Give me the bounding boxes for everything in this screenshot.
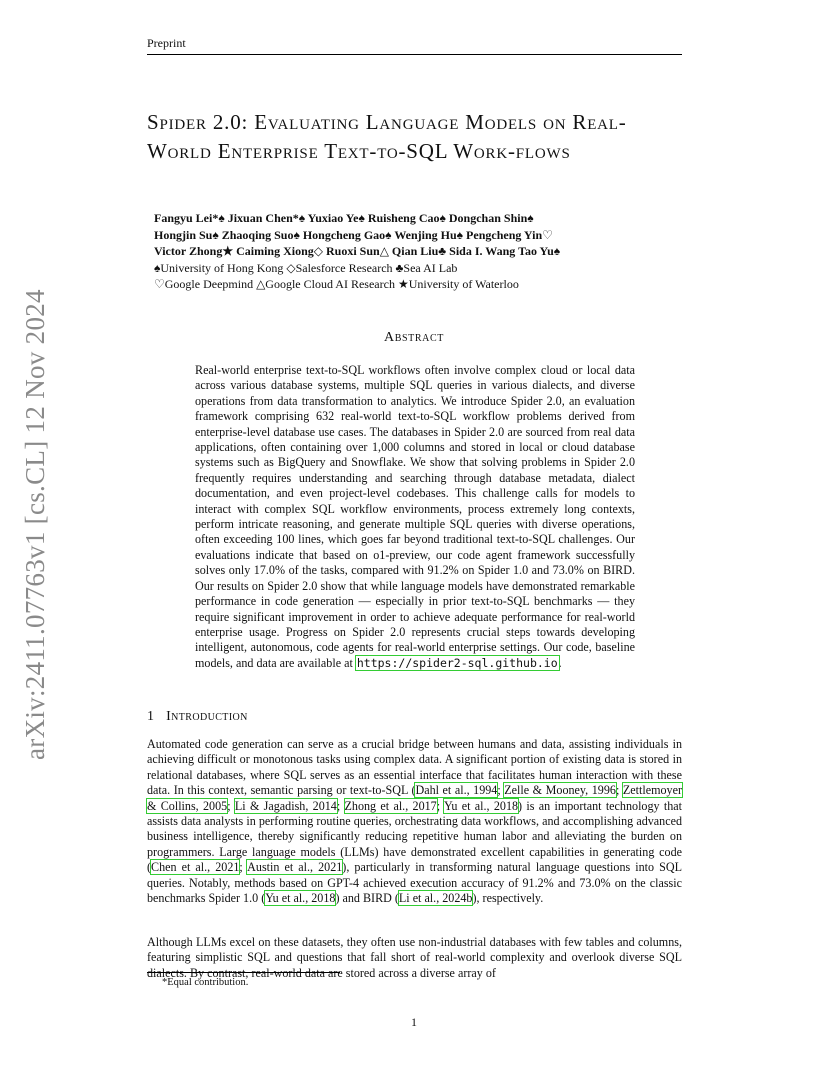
intro-text: ), particularly in transforming natural language questions into SQL queries. Notably, methods based on GPT-4 achieved execution accuracy of 91.2% and 73.0% on the classic benchmarks Spider 1.0 ( xyxy=(147,860,682,906)
arxiv-identifier: arXiv:2411.07763v1 [cs.CL] 12 Nov 2024 xyxy=(20,289,50,760)
citation-link[interactable]: Li & Jagadish, 2014 xyxy=(234,798,337,813)
footnote: *Equal contribution. xyxy=(162,977,249,988)
section-title: Introduction xyxy=(166,709,248,724)
abstract-heading: Abstract xyxy=(384,330,444,345)
intro-text: ), respectively. xyxy=(472,891,544,906)
citation-link[interactable]: Yu et al., 2018 xyxy=(265,891,336,906)
author-block xyxy=(154,210,694,293)
citation-link[interactable]: Yu et al., 2018 xyxy=(443,798,519,813)
intro-text: Automated code generation can serve as a crucial bridge between humans and data, assisting individuals in achieving difficult or monotonous tasks using complex data. A significant portion of existing data is stored in relational databases, where SQL serves as an essential interface that facilitates human interaction with these data. In this context, semantic parsing or text-to-SQL ( xyxy=(147,737,682,798)
abstract-text: Real-world enterprise text-to-SQL workflows often involve complex cloud or local data across various database systems, multiple SQL queries in various dialects, and diverse operations from data transformation to analytics. We introduce Spider 2.0, an evaluation framework comprising 632 real-world text-to-SQL workflow problems derived from enterprise-level database use cases. The databases in Spider 2.0 are sourced from real data applications, often containing over 1,000 columns and stored in local or cloud database systems such as BigQuery and Snowflake. We show that solving problems in Spider 2.0 frequently requires understanding and searching through database metadata, dialect documentation, and even project-level codebases. This challenge calls for models to interact with complex SQL workflow environments, process extremely long contexts, perform intricate reasoning, and generate multiple SQL queries with diverse operations, often exceeding 100 lines, which goes far beyond traditional text-to-SQL challenges. Our evaluations indicate that based on o1-preview, our code agent framework successfully solves only 17.0% of the tasks, compared with 91.2% on Spider 1.0 and 73.0% on BIRD. Our results on Spider 2.0 show that while language models have demonstrated remarkable performance in code generation — especially in prior text-to-SQL benchmarks — they require significant improvement in order to achieve adequate performance for real-world enterprise usage. Progress on Spider 2.0 represents crucial steps towards developing intelligent, autonomous, code agents for real-world enterprise settings. Our code, baseline models, and data are available at xyxy=(195,363,635,670)
paper-title: Spider 2.0: Evaluating Language Models on Real-World Enterprise Text-to-SQL Work-flows xyxy=(147,110,627,163)
affiliation-line: ♠University of Hong Kong ◇Salesforce Research ♣Sea AI Lab xyxy=(154,260,458,275)
citation-link[interactable]: Chen et al., 2021 xyxy=(151,860,240,875)
intro-paragraph: Although LLMs excel on these datasets, they often use non-industrial databases with few tables and columns, featuring simplistic SQL and questions that fall short of real-world complexity and overlook diverse SQL dialects. By contrast, real-world data are stored across a diverse array of xyxy=(147,935,682,980)
section-number: 1 xyxy=(147,709,155,724)
citation-link[interactable]: Zettlemoyer & Collins, 2005 xyxy=(147,783,682,813)
author-line: Victor Zhong★ Caiming Xiong◇ Ruoxi Sun△ Qian Liu♣ Sida I. Wang Tao Yu♠ xyxy=(154,244,561,258)
intro-text: ) is an important technology that assists data analysts in performing routine queries, orchestrating data workflows, and accomplishing advanced business intelligence, thereby significantly reducing repetitive human labor and alleviating the burden on programmers. Large language models (LLMs) have demonstrated excellent capabilities in generating code ( xyxy=(147,798,683,875)
abstract-body xyxy=(195,363,635,671)
citation-link[interactable]: Li et al., 2024b xyxy=(398,891,473,906)
intro-paragraph: Automated code generation can serve as a crucial bridge between humans and data, assisting individuals in achieving difficult or monotonous tasks using complex data. A significant portion of existing data is stored in relational databases, where SQL serves as an essential interface that facilitates human interaction with these data. In this context, semantic parsing or text-to-SQL (Dahl et al., 1994; Zelle & Mooney, 1996; Zettlemoyer & Collins, 2005; Li & Jagadish, 2014; Zhong et al., 2017; Yu et al., 2018) is an important technology that assists data analysts in performing routine queries, orchestrating data workflows, and accomplishing advanced business intelligence, thereby significantly reducing repetitive human labor and alleviating the burden on programmers. Large language models (LLMs) have demonstrated excellent capabilities in generating code (Chen et al., 2021; Austin et al., 2021), particularly in transforming natural language questions into SQL queries. Notably, methods based on GPT-4 achieved execution accuracy of 91.2% and 73.0% on the classic benchmarks Spider 1.0 (Yu et al., 2018) and BIRD (Li et al., 2024b), respectively. xyxy=(147,737,683,906)
project-url-link[interactable]: https://spider2-sql.github.io xyxy=(356,655,558,670)
section-heading xyxy=(147,709,248,725)
citation-link[interactable]: Zelle & Mooney, 1996 xyxy=(504,783,616,798)
running-head: Preprint xyxy=(147,36,682,55)
citation-link[interactable]: Zhong et al., 2017 xyxy=(344,798,437,813)
intro-text: ) and BIRD ( xyxy=(335,891,399,906)
footnote-divider xyxy=(147,972,340,973)
author-line: Hongjin Su♠ Zhaoqing Suo♠ Hongcheng Gao♠ Wenjing Hu♠ Pengcheng Yin♡ xyxy=(154,227,553,242)
page-number: 1 xyxy=(411,1015,417,1029)
citation-link[interactable]: Austin et al., 2021 xyxy=(247,860,343,875)
abstract-end: . xyxy=(558,655,562,670)
author-line: Fangyu Lei*♠ Jixuan Chen*♠ Yuxiao Ye♠ Ruisheng Cao♠ Dongchan Shin♠ xyxy=(154,211,534,225)
citation-link[interactable]: Dahl et al., 1994 xyxy=(415,783,498,798)
affiliation-line: ♡Google Deepmind △Google Cloud AI Research ★University of Waterloo xyxy=(154,277,519,291)
